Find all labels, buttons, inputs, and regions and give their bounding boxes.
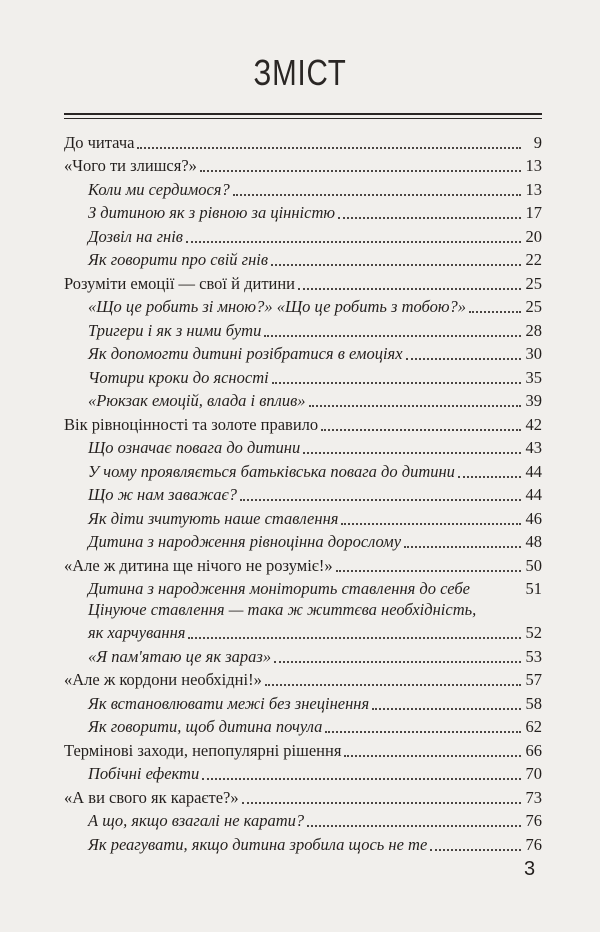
leader-dots (274, 661, 521, 663)
toc-entry-page: 48 (525, 532, 542, 551)
toc-entry-title: Як допомогти дитині розібратися в емоціях (88, 344, 403, 363)
toc-subentry[interactable] (64, 364, 542, 388)
toc-subentry[interactable] (64, 529, 542, 553)
toc-entry-title: Чотири кроки до ясності (88, 367, 269, 387)
leader-dots (233, 194, 521, 196)
toc-entry-title: Цінуюче ставлення — така ж життєва необхідність, (88, 600, 477, 619)
leader-dots (338, 217, 521, 219)
toc-entry-title: «Чого ти злишся?» (64, 156, 197, 175)
toc-entry-page: 35 (525, 367, 542, 387)
toc-entry-title: Дозвіл на гнів (88, 226, 183, 246)
toc-subentry[interactable] (64, 505, 542, 529)
toc-entry-title: Дитина з народження моніторить ставлення до себе (88, 579, 470, 598)
toc-entry-title: Дитина з народження рівноцінна дорослому (88, 532, 402, 551)
toc-entry-title: Як діти зчитують наше ставлення (88, 508, 339, 528)
toc-subentry[interactable] (64, 643, 542, 667)
page-title: ЗМІСТ (253, 52, 347, 93)
toc-entry-title: Як говорити про свій гнів (88, 250, 269, 269)
toc-entry-page: 58 (525, 693, 542, 713)
toc-entry-title: «Але ж дитина ще нічого не розуміє!» (64, 555, 333, 575)
toc-entry-title-cont: як харчування (88, 623, 186, 642)
toc-entry-page: 76 (525, 834, 542, 854)
leader-dots (404, 546, 521, 548)
toc-entry-page: 25 (525, 297, 542, 316)
toc-subentry[interactable] (64, 341, 542, 365)
toc-subentry[interactable] (64, 223, 542, 247)
toc-subentry[interactable] (64, 435, 542, 459)
toc-entry-title: До читача (64, 132, 135, 152)
toc-entry-page: 13 (525, 179, 542, 199)
toc-subentry[interactable] (64, 714, 542, 738)
toc-entry-title: З дитиною як з рівною за цінністю (88, 203, 335, 222)
toc-entry-title: Як говорити, щоб дитина почула (88, 717, 323, 736)
toc-subentry[interactable] (64, 317, 542, 341)
toc-entry[interactable] (64, 153, 542, 177)
toc-subentry[interactable] (64, 761, 542, 785)
leader-dots (271, 264, 521, 266)
toc-entry[interactable] (64, 784, 542, 808)
toc-entry-page: 66 (525, 740, 542, 760)
leader-dots (325, 731, 521, 733)
toc-subentry[interactable] (64, 388, 542, 412)
table-of-contents (64, 129, 542, 855)
leader-dots (186, 241, 521, 243)
toc-entry-page: 76 (525, 811, 542, 830)
leader-dots (321, 429, 521, 431)
toc-entry-title: Як реагувати, якщо дитина зробила щось не те (88, 834, 428, 854)
toc-entry-page: 9 (533, 132, 542, 152)
leader-dots (188, 637, 521, 639)
toc-entry-title: Тригери і як з ними бути (88, 320, 262, 340)
leader-dots (309, 405, 521, 407)
leader-dots (264, 335, 521, 337)
toc-entry[interactable] (64, 270, 542, 294)
toc-entry-page: 28 (525, 320, 542, 340)
toc-entry-page: 22 (525, 250, 542, 269)
leader-dots (240, 499, 521, 501)
leader-dots (307, 825, 521, 827)
toc-subentry[interactable] (64, 690, 542, 714)
toc-entry[interactable] (64, 667, 542, 691)
toc-subentry[interactable] (64, 294, 542, 318)
toc-entry[interactable] (64, 552, 542, 576)
toc-entry-page: 42 (525, 414, 542, 434)
toc-entry-title: Як встановлювати межі без знецінення (88, 693, 370, 713)
toc-entry-title: У чому проявляється батьківська повага до дитини (88, 461, 455, 481)
title-rule-thin (64, 118, 542, 119)
leader-dots (200, 170, 521, 172)
toc-entry-title: «Я пам'ятаю це як зараз» (88, 646, 272, 666)
toc-subentry[interactable] (64, 200, 542, 224)
toc-entry-page: 70 (525, 764, 542, 783)
leader-dots (137, 147, 521, 149)
toc-entry-page: 62 (525, 717, 542, 736)
leader-dots (406, 358, 521, 360)
toc-entry-page: 39 (525, 391, 542, 410)
toc-entry-page: 13 (525, 156, 542, 175)
leader-dots (303, 452, 521, 454)
leader-dots (430, 849, 521, 851)
page-number: 3 (524, 858, 536, 880)
toc-entry-title: Вік рівноцінності та золоте правило (64, 414, 319, 434)
toc-entry-title: «Але ж кордони необхідні!» (64, 670, 262, 689)
leader-dots (242, 802, 521, 804)
toc-entry-page: 20 (525, 226, 542, 246)
leader-dots (202, 778, 521, 780)
toc-entry-title: «Що це робить зі мною?» «Що це робить з тобою?» (88, 297, 466, 316)
toc-entry-title: «А ви свого як караєте?» (64, 787, 239, 807)
toc-entry-page: 73 (525, 787, 542, 807)
leader-dots (336, 570, 521, 572)
toc-subentry[interactable] (64, 599, 542, 643)
toc-entry-title: А що, якщо взагалі не карати? (88, 811, 305, 830)
toc-entry-title: Розуміти емоції — свої й дитини (64, 273, 296, 293)
toc-entry-page: 52 (525, 623, 542, 642)
toc-entry[interactable] (64, 737, 542, 761)
toc-subentry[interactable] (64, 458, 542, 482)
toc-entry-page: 25 (525, 273, 542, 293)
toc-entry-page: 46 (525, 508, 542, 528)
toc-entry-page: 17 (525, 203, 542, 222)
toc-subentry[interactable] (64, 831, 542, 855)
toc-entry-page: 51 (525, 579, 542, 598)
leader-dots (344, 755, 521, 757)
title-rule-thick (64, 113, 542, 115)
toc-subentry[interactable] (64, 247, 542, 271)
toc-subentry[interactable] (64, 482, 542, 506)
toc-entry-page: 53 (525, 646, 542, 666)
leader-dots (272, 382, 521, 384)
toc-subentry[interactable] (64, 176, 542, 200)
toc-entry-title: Що ж нам заважає? (88, 485, 237, 504)
toc-entry[interactable] (64, 411, 542, 435)
leader-dots (469, 311, 521, 313)
toc-entry-page: 30 (525, 344, 542, 363)
leader-dots (458, 476, 521, 478)
toc-entry[interactable] (64, 129, 542, 153)
toc-entry-page: 44 (525, 485, 542, 504)
toc-entry-page: 57 (525, 670, 542, 689)
toc-entry-page: 50 (525, 555, 542, 575)
toc-entry-title: Що означає повага до дитини (88, 438, 301, 457)
toc-entry-title: Термінові заходи, непопулярні рішення (64, 740, 342, 760)
leader-dots (265, 684, 521, 686)
toc-entry-page: 43 (525, 438, 542, 457)
leader-dots (298, 288, 521, 290)
toc-subentry[interactable] (64, 808, 542, 832)
toc-entry-title: Коли ми сердимося? (88, 179, 230, 199)
toc-entry-title: Побічні ефекти (88, 764, 200, 783)
toc-entry-title: «Рюкзак емоцій, влада і вплив» (88, 391, 306, 410)
leader-dots (341, 523, 521, 525)
toc-subentry[interactable] (64, 576, 542, 600)
leader-dots (372, 708, 521, 710)
toc-entry-page: 44 (525, 461, 542, 481)
